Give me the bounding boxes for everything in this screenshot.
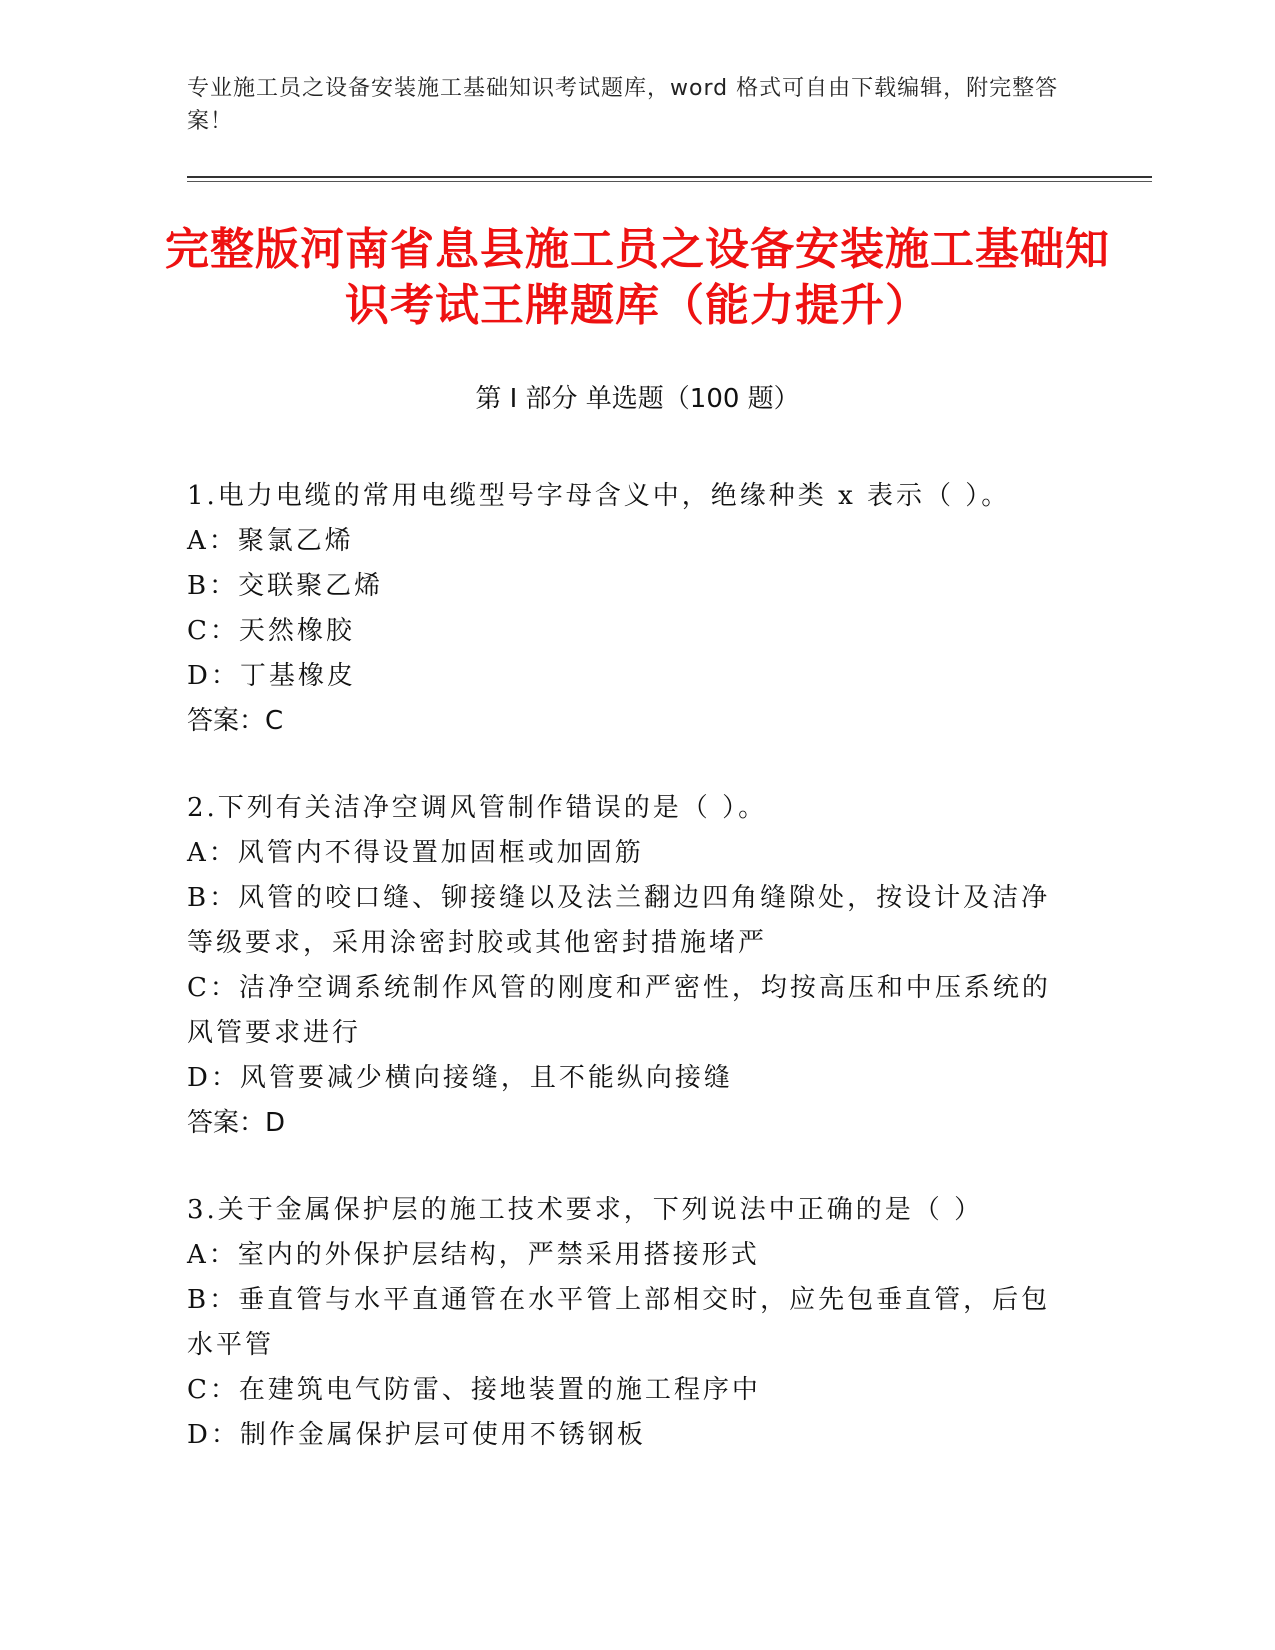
answer: 答案：D [187,1108,286,1138]
option-b: B：垂直管与水平直通管在水平管上部相交时，应先包垂直管，后包水平管 [187,1285,1051,1360]
question-1 [187,474,1067,744]
option-d: D：制作金属保护层可使用不锈钢板 [187,1420,646,1450]
question-3 [187,1188,1067,1458]
question-stem: 1.电力电缆的常用电缆型号字母含义中，绝缘种类 x 表示（ ）。 [187,481,1011,511]
option-a: A：聚氯乙烯 [187,526,354,556]
option-a: A：室内的外保护层结构，严禁采用搭接形式 [187,1240,760,1270]
question-stem: 3.关于金属保护层的施工技术要求，下列说法中正确的是（ ） [187,1195,984,1225]
question-list [187,474,1067,1500]
option-c: C：洁净空调系统制作风管的刚度和严密性，均按高压和中压系统的风管要求进行 [187,973,1051,1048]
option-c: C：天然橡胶 [187,616,355,646]
option-c: C：在建筑电气防雷、接地装置的施工程序中 [187,1375,761,1405]
option-b: B：交联聚乙烯 [187,571,384,601]
header-divider-thick [187,176,1152,178]
section-heading: 第 I 部分 单选题（100 题） [475,384,800,414]
question-stem: 2.下列有关洁净空调风管制作错误的是（ ）。 [187,793,768,823]
question-2 [187,786,1067,1146]
header-divider-thin [187,181,1152,182]
option-b: B：风管的咬口缝、铆接缝以及法兰翻边四角缝隙处，按设计及洁净等级要求，采用涂密封胶或其他密封措施堵严 [187,883,1051,958]
document-title: 完整版河南省息县施工员之设备安装施工基础知识考试王牌题库（能力提升） [165,224,1110,331]
header-note: 专业施工员之设备安装施工基础知识考试题库，word 格式可自由下载编辑，附完整答案！ [187,76,1059,134]
answer: 答案：C [187,706,284,736]
option-d: D：风管要减少横向接缝，且不能纵向接缝 [187,1063,733,1093]
option-a: A：风管内不得设置加固框或加固筋 [187,838,644,868]
option-d: D：丁基橡皮 [187,661,356,691]
